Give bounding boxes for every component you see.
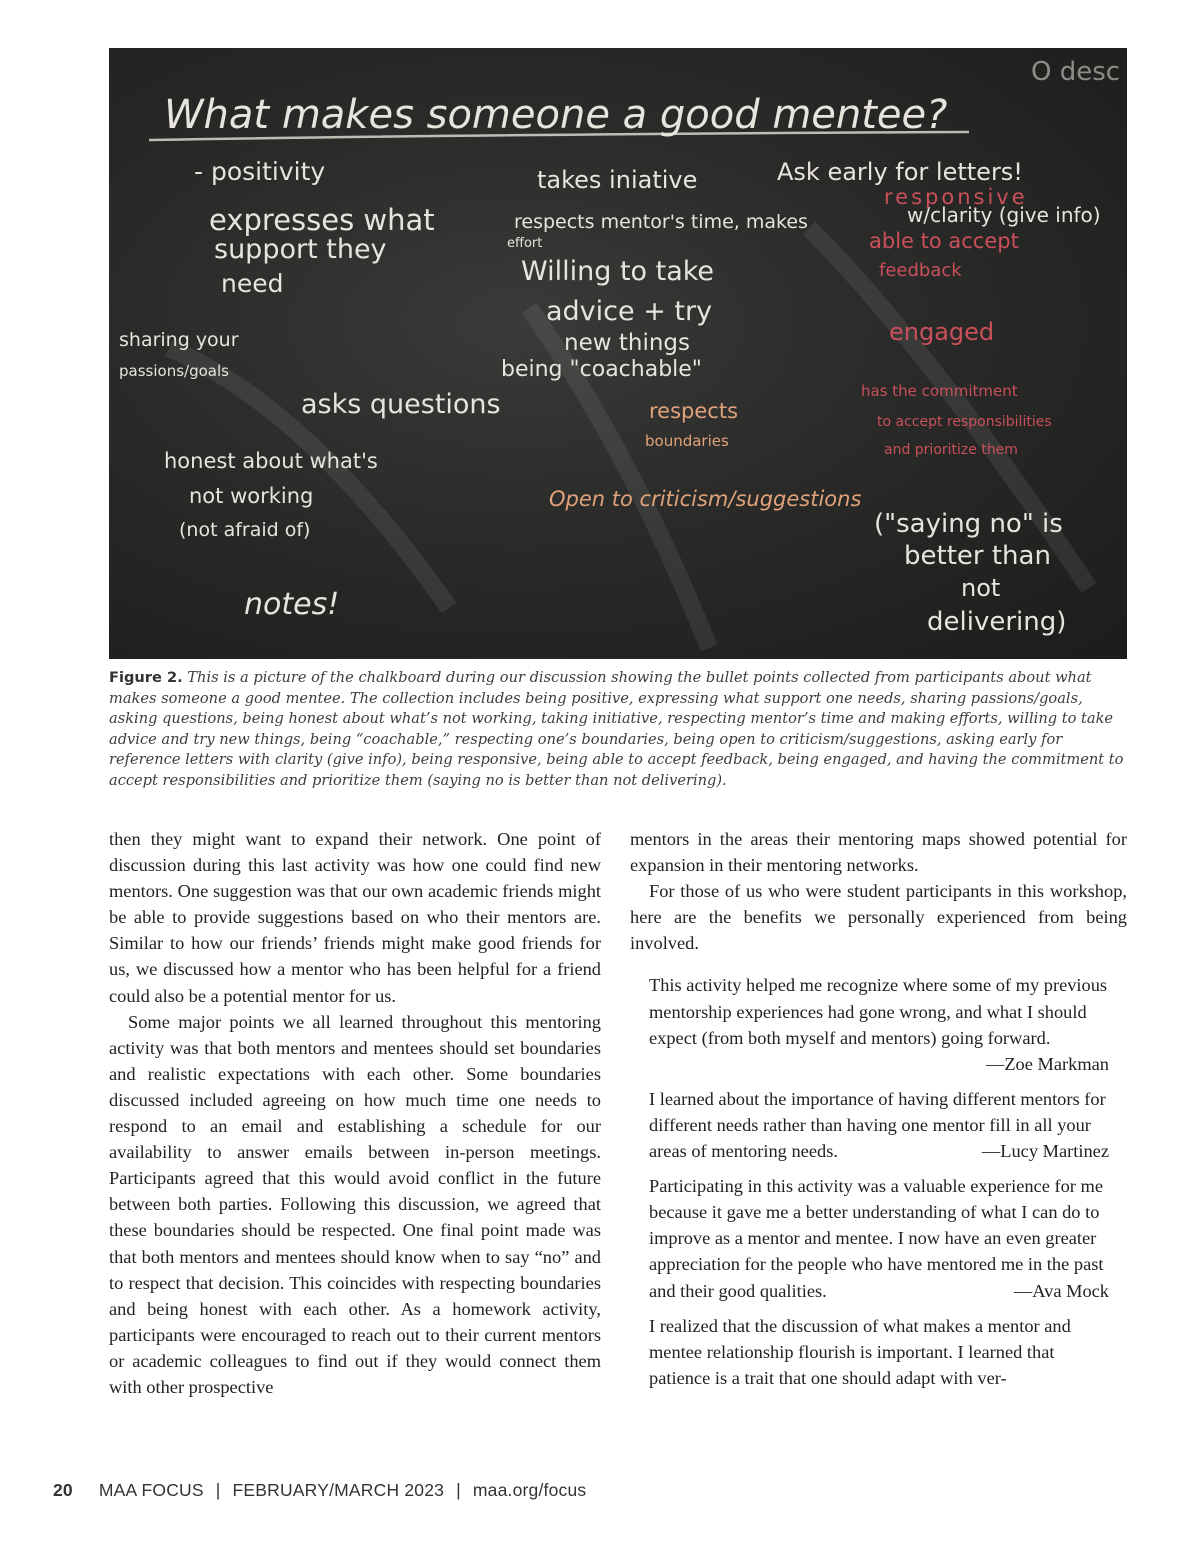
page-footer [53, 1480, 586, 1501]
board-top-right-note: O desc [1031, 57, 1121, 87]
quote-text: I learned about the importance of having different mentors for different needs rather than having one mentor fill in all your areas of mentoring needs. [649, 1088, 1106, 1162]
board-item-white: new things [564, 330, 690, 356]
board-item-white: need [221, 269, 284, 298]
board-item-white: w/clarity (give info) [907, 203, 1101, 227]
board-item-white: support they [214, 234, 387, 265]
publication-name: MAA FOCUS [98, 1480, 204, 1500]
board-item-orange: Open to criticism/suggestions [549, 487, 862, 511]
issue-date: FEBRUARY/MARCH 2023 [232, 1480, 445, 1500]
quote-author: —Zoe Markman [985, 1053, 1109, 1074]
board-item-white: effort [507, 236, 543, 251]
quote-author: —Ava Mock [1013, 1280, 1109, 1301]
chalkboard-photo [109, 48, 1127, 659]
board-item-white: (not afraid of) [179, 519, 311, 541]
figure-caption-text: This is a picture of the chalkboard during our discussion showing the bullet points collected from participants about what makes someone a good mentee. The collection includes being positive, expressing what support one needs, sharing passions/goals, asking questions, being honest about what’s not working, taking initiative, respecting mentor’s time and making efforts, willing to take advice and try new things, being “coachable,” respecting one’s boundaries, being open to criticism/suggestions, asking early for reference letters with clarity (give info), being responsive, being able to accept feedback, being engaged, and having the commitment to accept responsibilities and prioritize them (saying no is better than not delivering). [109, 669, 1124, 789]
board-item-white: takes iniative [537, 166, 698, 194]
board-item-red: able to accept [869, 229, 1019, 253]
paragraph: then they might want to expand their network. One point of discussion during this last activity was how one could find new mentors. One suggestion was that our own academic friends might be able to provide suggestions based on who their mentors are. Similar to how our friends’ friends might make good friends for us, we discussed how a mentor who has been helpful for a friend could also be a potential mentor for us. [109, 829, 601, 1006]
board-item-white: advice + try [546, 296, 713, 327]
chalkboard-writing [109, 48, 1127, 659]
board-item-white: delivering) [927, 607, 1067, 637]
board-item-white: expresses what [209, 203, 435, 237]
body-column-left [109, 826, 601, 1400]
website-url[interactable]: maa.org/focus [472, 1480, 587, 1500]
testimonial-quote [649, 1313, 1109, 1391]
board-item-white: passions/goals [119, 362, 229, 380]
board-item-white: not working [189, 484, 314, 508]
testimonial-quote [649, 1173, 1109, 1303]
testimonial-quote [649, 1086, 1109, 1164]
testimonial-quote [649, 972, 1109, 1076]
board-item-red: to accept responsibilities [877, 414, 1052, 430]
board-item-white: Ask early for letters! [777, 158, 1023, 186]
board-item-red: has the commitment [861, 382, 1018, 400]
board-item-white: honest about what's [164, 449, 378, 473]
board-item-white: - positivity [194, 157, 326, 186]
figure-label: Figure 2. [109, 669, 183, 686]
board-heading: What makes someone a good mentee? [164, 92, 948, 138]
paragraph: Some major points we all learned throughout this mentoring activity was that both mentors and mentees should set boundaries and realistic expectations with each other. Some boundaries discussed included agreeing on how much time one needs to respond to an email and establishing a schedule for our availability to answer emails between in-person meetings. Participants agreed that this would avoid conflict in the future between both parties. Following this discussion, we agreed that these boundaries should be respected. One final point made was that both mentors and mentees should know when to say “no” and to respect that decision. This coincides with respecting boundaries and being honest with each other. As a homework activity, participants were encouraged to reach out to their current mentors or academic colleagues to find out if they would connect them with other prospective [109, 1011, 601, 1397]
board-item-white: better than [904, 541, 1051, 571]
board-item-white: Willing to take [521, 256, 715, 287]
quote-text: I realized that the discussion of what makes a mentor and mentee relationship flourish is important. I learned that patience is a trait that one should adapt with ver- [649, 1315, 1071, 1388]
footer-separator: | [215, 1480, 221, 1500]
board-item-white: not [961, 574, 1001, 602]
board-item-white: notes! [244, 587, 340, 622]
board-item-white: being "coachable" [501, 357, 702, 382]
board-item-white: sharing your [119, 329, 239, 351]
board-item-red: responsive [884, 185, 1028, 209]
paragraph: For those of us who were student participants in this workshop, here are the benefits we personally experienced from being involved. [630, 881, 1127, 954]
board-item-orange: respects [649, 399, 739, 423]
figure-caption [109, 668, 1127, 792]
paragraph: mentors in the areas their mentoring maps showed potential for expansion in their mentoring networks. [630, 829, 1127, 876]
board-item-red: feedback [879, 260, 962, 281]
board-item-white: asks questions [301, 389, 501, 420]
board-item-white: respects mentor's time, makes [514, 211, 808, 233]
footer-separator: | [456, 1480, 461, 1500]
body-column-right [630, 826, 1127, 1391]
quote-text: Participating in this activity was a valuable experience for me because it gave me a better understanding of what I can do to improve as a mentor and mentee. I now have an even greater appreciation for the people who have mentored me in the past and their good qualities. [649, 1176, 1104, 1301]
page-number: 20 [53, 1480, 73, 1500]
board-item-orange: boundaries [645, 432, 729, 450]
board-item-red: and prioritize them [884, 442, 1018, 458]
board-item-white: ("saying no" is [874, 509, 1063, 539]
quote-text: This activity helped me recognize where some of my previous mentorship experiences had gone wrong, and what I should expect (from both myself and mentors) going forward. [649, 975, 1108, 1048]
board-item-red: engaged [889, 318, 995, 346]
quote-author: —Lucy Martinez [981, 1141, 1109, 1162]
